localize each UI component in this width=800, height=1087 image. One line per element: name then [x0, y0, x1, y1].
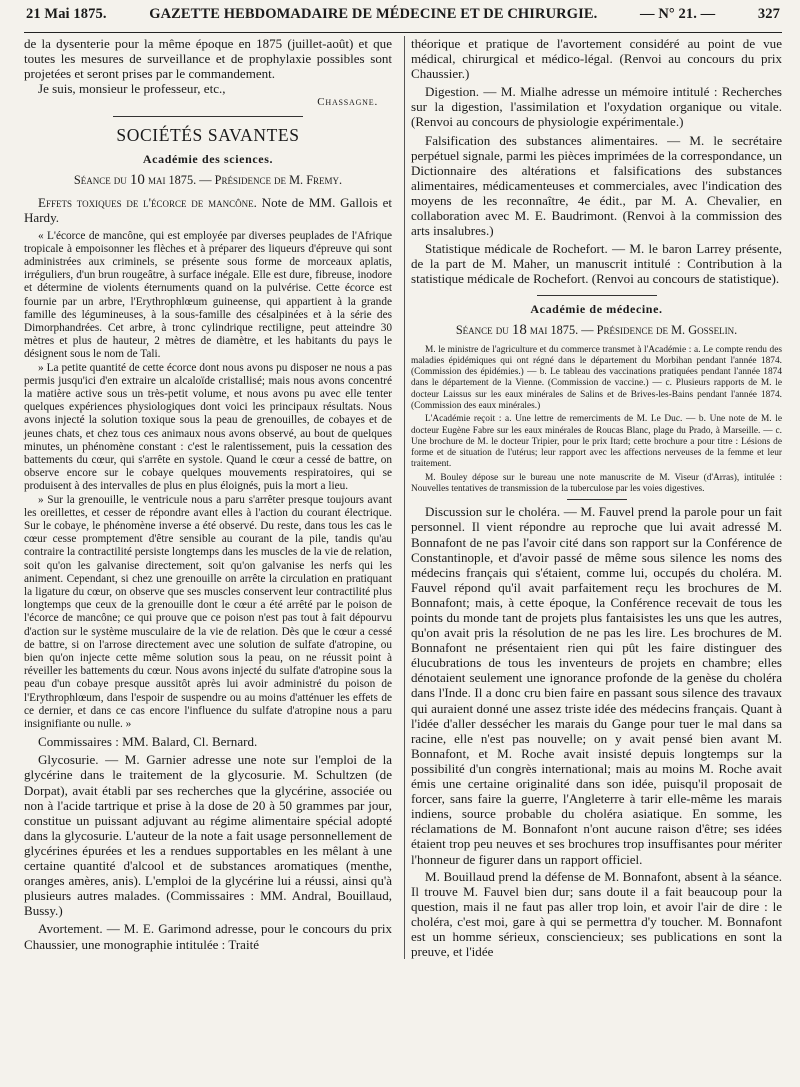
- academy-medecine-heading: Académie de médecine.: [530, 301, 663, 316]
- ministre-paragraph: M. le ministre de l'agriculture et du commerce transmet à l'Académie : a. Le compte rendu des maladies épidémiques qui ont régné dans le département du Morbihan pendant l'année 1874. (Commission des épidémies.) — b. Le tableau des vaccinations pratiquées pendant l'année 1874 dans le département de la Vienne. (Commission de vaccine.) — c. Plusieurs rapports de M. le docteur Laissus sur les eaux minérales de Salins et de Brives-les-Bains pendant l'année 1874. (Commission des eaux minérales.): [411, 344, 782, 411]
- left-column: [24, 36, 392, 959]
- page-header: [24, 6, 782, 33]
- statistique-paragraph: Statistique médicale de Rochefort. — M. le baron Larrey présente, de la part de M. Maher, un manuscrit intitulé : Contribution à la statistique médicale de Rochefort. (Renvoi au concours de statistique).: [411, 241, 782, 287]
- bouillaud-paragraph: M. Bouillaud prend la défense de M. Bonnafont, absent à la séance. Il trouve M. Fauvel bien dur; sans doute il a fait beaucoup pour la question, mais il ne faut pas aller trop loin, et avoir l'air de dire : le choléra, c'est moi, gare à qui se permettra d'y toucher. M. Bonnafont est un homme sérieux, consciencieux; ses publications en sont la preuve, et l'idée: [411, 868, 782, 960]
- digestion-paragraph: Digestion. — M. Mialhe adresse un mémoire intitulé : Recherches sur la digestion, l'assimilation et l'oxydation organique ou vitale. (Renvoi au concours de physiologie expérimentale.): [411, 84, 782, 130]
- effets-toxiques-title: Effets toxiques de l'écorce de mancône. Note de MM. Gallois et Hardy.: [24, 195, 393, 226]
- header-date: 21 Mai 1875.: [26, 6, 107, 22]
- recoit-paragraph: L'Académie reçoit : a. Une lettre de remerciments de M. Le Duc. — b. Une note de M. le docteur Eugène Fabre sur les eaux minérales de Roucas Blanc, plage du Prado, à Marseille. — c. Une brochure de M. le docteur Tripier, pour le prix Itard; cette brochure a pour titre : Lésions de forme et de situation de l'utérus; leur rapport avec les affections nerveuses de la femme et leur traitement.: [411, 414, 782, 470]
- academy-heading: Académie des sciences.: [142, 152, 274, 167]
- commissaires-line: Commissaires : MM. Balard, Cl. Bernard.: [38, 734, 258, 750]
- section-title: SOCIÉTÉS SAVANTES: [116, 125, 300, 146]
- falsification-paragraph: Falsification des substances alimentaires. — M. le secrétaire perpétuel signale, parmi les pièces imprimées de la correspondance, un Dictionnaire des altérations et falsifications des substances alimentaires, médicamenteuses et commerciales, avec l'indication des moyens de les reconnaître, 4e édit., par M. A. Chevalier, en collaboration avec M. E. Baudrimont. (Renvoi à la commission des arts insalubres.): [411, 132, 782, 239]
- right-column: [404, 36, 782, 959]
- header-title: GAZETTE HEBDOMADAIRE DE MÉDECINE ET DE CHIRURGIE.: [149, 6, 598, 22]
- traite-continuation: théorique et pratique de l'avortement considéré au point de vue médical, chirurgical et médico-légal. (Renvoi au concours du prix Chaussier.): [411, 36, 782, 82]
- glycosurie-paragraph: Glycosurie. — M. Garnier adresse une note sur l'emploi de la glycérine dans le traitement de la glycosurie. M. Schultzen (de Dorpat), avait établi par ses recherches que la glycérine, associée ou non à l'acide tartrique et prise à la dose de 20 à 50 grammes par jour, constitue un puissant adjuvant au régime alimentaire spécial adopté dans la glycosurie. L'auteur de la note a fait usage personnellement de glycérines épurées et les a rendues supportables en les mêlant à une certaine quantité d'alcool et de substances aromatiques (menthe, oranges amères, anis). L'emploi de la glycérine lui a réussi, ainsi qu'à plusieurs autres malades. (Commissaires : MM. Andral, Bouillaud, Bussy.): [24, 752, 392, 919]
- section-divider-2: [537, 295, 657, 296]
- section-divider-3: [567, 499, 627, 500]
- avortement-paragraph: Avortement. — M. E. Garimond adresse, pour le concours du prix Chaussier, une monographie intitulée : Traité: [24, 921, 392, 952]
- header-page-number: 327: [757, 6, 780, 22]
- discussion-cholera-paragraph: Discussion sur le choléra. — M. Fauvel prend la parole pour un fait personnel. Il vient répondre au reproche que lui avait adressé M. Bonnafont de ne pas l'avoir cité dans son rapport sur la Conférence de Constantinople, et d'avoir passé de même sous silence les noms des médecins français qui s'étaient, comme lui, occupés du choléra. M. Fauvel répond qu'il avait parfaitement reçu les brochures de M. Bonnafont; mais, à cette époque, la Conférence recevait de tous les points du monde tant de projets plus fantaisistes les uns que les autres, qu'on avait pris la résolution de ne pas les lire. Les brochures de M. Bonnafont ne présentaient rien qui pût les faire distinguer des élucubrations de tous les inventeurs de projets en chambre; elles dénotaient seulement une ignorance profonde de la genèse du choléra dans l'Inde. Il a donc cru bien faire en passant sous silence des travaux qui auraient donné une assez triste idée des médecins français. Quant à l'idée d'aller dessécher les marais du Gange pour tuer le mal dans sa racine, elle n'est pas nouvelle; on y avait pensé bien avant M. Bonnafont, et M. Roche avait insisté depuis longtemps sur la possibilité d'un congrès international; mais au moins M. Roche avait émis une certaine originalité dans son idée, puisqu'il proposait de forcer, sans faire la guerre, l'Angleterre à tarir elle-même les marais indiens, source probable du choléra asiatique. En somme, les réclamations de M. Bonnafont n'ont aucune raison d'être; ses idées étaient trop peu neuves et ses brochures trop insuffisantes pour mériter l'honneur de figurer dans un rapport officiel.: [411, 504, 782, 867]
- section-divider: [113, 116, 303, 117]
- quote-paragraph-3: » Sur la grenouille, le ventricule nous a paru s'arrêter presque toujours avant les oreillettes, et cesser de répondre avant elles à l'action du courant électrique. Sur le cobaye, le phénomène inverse a été observé. Du reste, dans tous les cas le cœur cesse promptement d'être sensible au courant de la pile, tandis qu'au contraire la contractilité persiste longtemps dans les muscles de la vie de relation, soit qu'on les galvanise directement, soit qu'on galvanise les nerfs qui les animent. Cependant, si chez une grenouille on arrête la circulation en pratiquant la ligature du cœur, on observe que ses muscles conservent leur contractilité plus longtemps que ceux de la grenouille dont le cœur a été arrêté par le poison de l'écorce de mancône; ce qui prouve que ce poison n'est pas tout à fait dépourvu d'action sur le système musculaire de la vie de relation. Dès que le cœur a cessé de battre, si on l'arrose directement avec une solution de sulfate d'atropine, ou bien qu'on injecte cette même solution sous la peau, on ne réussit point à réveiller les battements du cœur. Nous avons injecté du sulfate d'atropine sous la peau d'un cobaye presque aussitôt après lui avoir administré du poison de l'Erythrophlœum, dans l'espoir de suspendre ou au moins d'atténuer les effets de ce dernier, et dans ce cas encore l'influence du sulfate d'atropine nous a paru insignifiante ou nulle. »: [24, 493, 392, 731]
- letter-signature: Chassagne.: [317, 96, 378, 109]
- letter-closing: Je suis, monsieur le professeur, etc.,: [38, 81, 226, 97]
- seance-line: Séance du 10 mai 1875. — Présidence de M. Fremy.: [73, 172, 343, 189]
- columns: [24, 36, 782, 959]
- letter-end: de la dysenterie pour la même époque en 1875 (juillet-août) et que toutes les mesures de surveillance et de prophylaxie possibles sont projetées et seront prises par le commandement.: [24, 36, 392, 82]
- quote-paragraph-1: « L'écorce de mancône, qui est employée par diverses peuplades de l'Afrique tropicale à empoisonner les flèches et à préparer des liqueurs d'épreuve qui sont administrées aux criminels, se présente sous forme de morceaux aplatis, irréguliers, d'un brun rougeâtre, à surface inégale. Elle est dure, fibreuse, inodore et détermine de violents éternuments quand on la pulvérise. Cette écorce est fournie par un arbre, l'Erythrophlœum guineense, qui appartient à la grande famille des légumineuses, à la sous-famille des césalpinées et à la série des Dimorphandrées. Cet arbre, à tronc cylindrique rectiligne, peut atteindre 30 mètres et plus de hauteur, 2 mètres de diamètre, et les habitants du pays le désignent sous le nom de Tali.: [24, 229, 392, 361]
- seance-line-2: Séance du 18 mai 1875. — Présidence de M. Gosselin.: [455, 321, 738, 338]
- bouley-paragraph: M. Bouley dépose sur le bureau une note manuscrite de M. Viseur (d'Arras), intitulée : Nouvelles tentatives de transmission de la tuberculose par les voies digestives.: [411, 472, 782, 495]
- header-issue: — N° 21. —: [640, 6, 716, 22]
- newspaper-page: [24, 6, 782, 1081]
- quote-paragraph-2: » La petite quantité de cette écorce dont nous avons pu disposer ne nous a pas permis jusqu'ici d'en extraire un alcaloïde cristallisé; mais nous avons concentré la matière active sous un très-petit volume, et nous avons pu avec elle tenter quelques expériences physiologiques dont voici les principaux résultats. Nous avons injecté la solution toxique sous la peau de grenouilles, de cobayes et de jeunes chats, et chez tous ces animaux nous avons observé, au bout de quelques minutes, un phénomène constant : c'est le ralentissement, puis la cessation des battements du cœur, qui s'arrête en systole. Quand le cœur a cessé de battre, on observe encore sur le cobaye quelques mouvements respiratoires, qui se produisent à des intervalles de plus en plus éloignés, puis la mort a lieu.: [24, 361, 392, 493]
